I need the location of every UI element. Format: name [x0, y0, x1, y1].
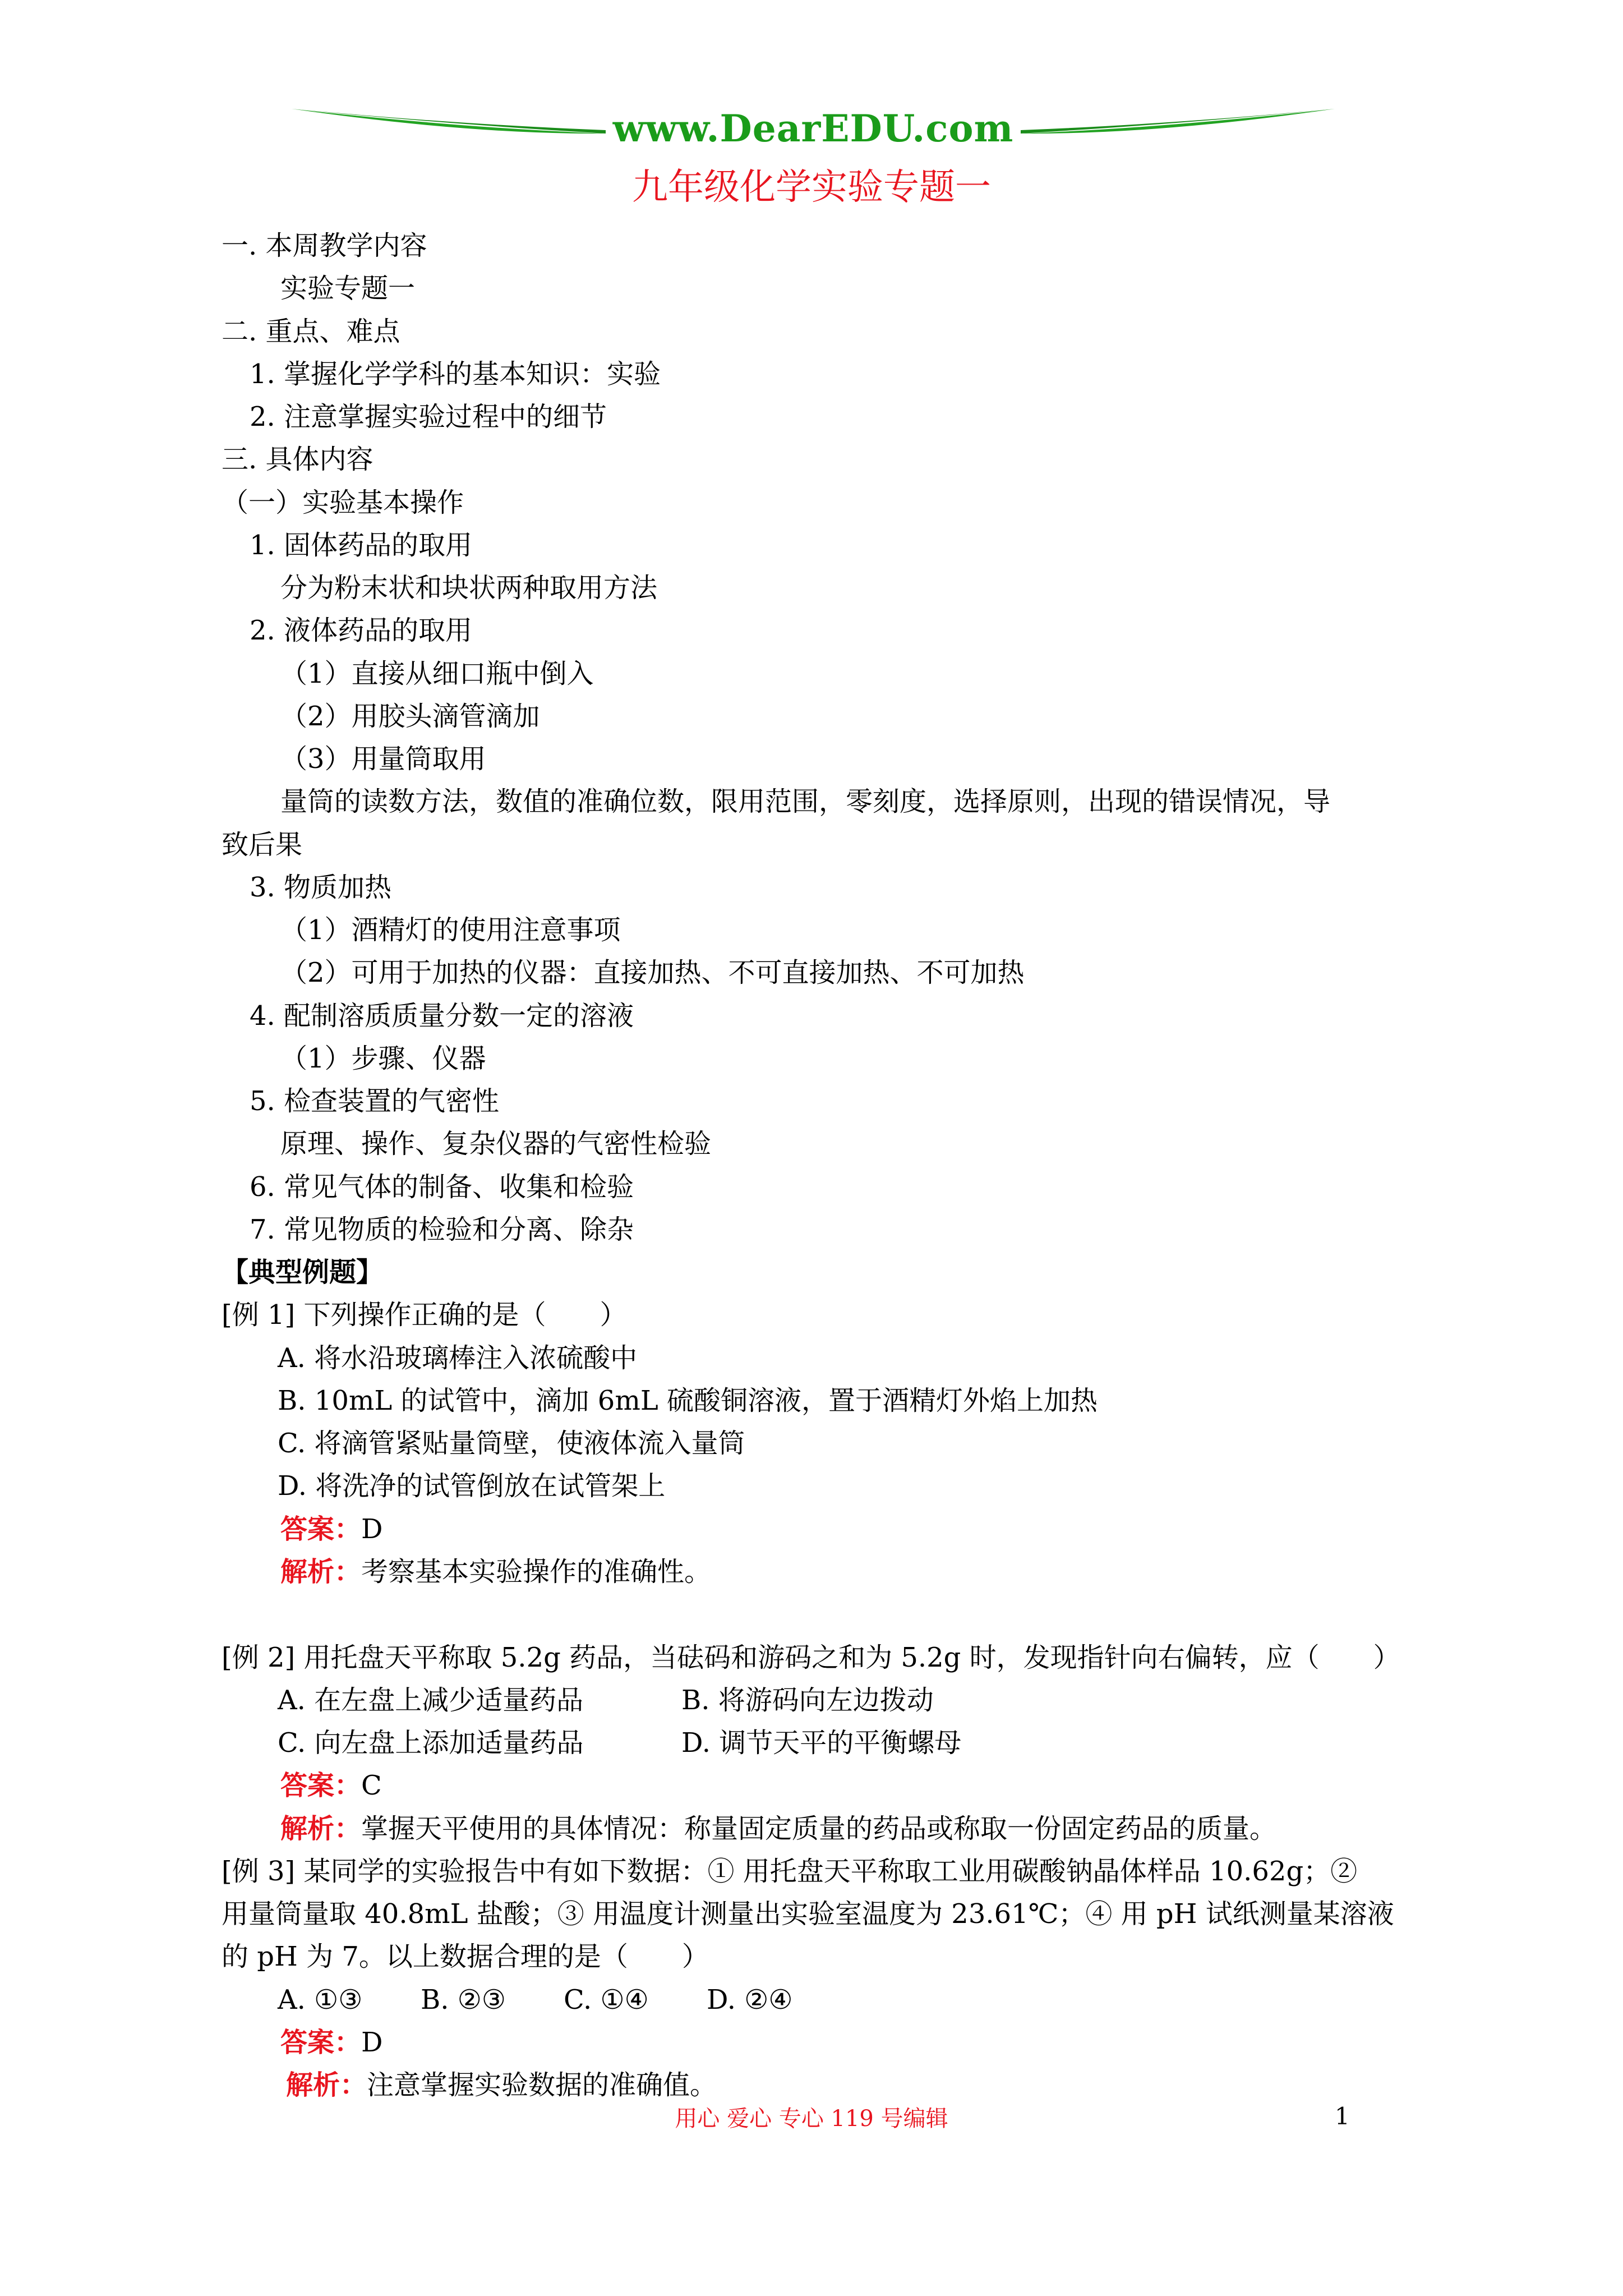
- list-item: 4. 配制溶质质量分数一定的溶液: [250, 1000, 634, 1032]
- text-line: 量筒的读数方法，数值的准确位数，限用范围，零刻度，选择原则，出现的错误情况，导: [280, 786, 1331, 817]
- example-question-cont: 用量筒量取 40.8mL 盐酸；③ 用温度计测量出实验室温度为 23.61℃；④ 用 pH 试纸测量某溶液: [222, 1898, 1394, 1930]
- list-item: 7. 常见物质的检验和分离、除杂: [250, 1214, 634, 1245]
- answer-line: [280, 1512, 383, 1546]
- list-item: （1）直接从细口瓶中倒入: [280, 658, 594, 689]
- answer-label: 答案：: [280, 1770, 362, 1801]
- analysis-text: 掌握天平使用的具体情况：称量固定质量的药品或称取一份固定药品的质量。: [361, 1813, 1277, 1844]
- answer-label: 答案：: [280, 1513, 362, 1545]
- answer-label: 答案：: [280, 2027, 362, 2058]
- section-heading: 二. 重点、难点: [222, 316, 400, 347]
- option-d: D. 将洗净的试管倒放在试管架上: [278, 1470, 666, 1502]
- answer-value: D: [361, 2027, 383, 2058]
- list-item: 1. 固体药品的取用: [250, 530, 473, 561]
- option-a: A. ①③: [278, 1984, 363, 2016]
- option-d: D. 调节天平的平衡螺母: [681, 1727, 962, 1759]
- answer-value: C: [361, 1770, 382, 1801]
- list-item: 6. 常见气体的制备、收集和检验: [250, 1171, 634, 1203]
- option-c: C. 将滴管紧贴量筒壁，使液体流入量筒: [278, 1428, 745, 1459]
- example-question: [例 2] 用托盘天平称取 5.2g 药品，当砝码和游码之和为 5.2g 时，发现指针向右偏转，应（ ）: [222, 1642, 1400, 1673]
- analysis-line: [280, 1812, 1276, 1846]
- option-b: B. ②③: [421, 1984, 506, 2016]
- page-number: 1: [1335, 2102, 1350, 2130]
- answer-value: D: [361, 1513, 383, 1545]
- list-item: 1. 掌握化学学科的基本知识：实验: [250, 358, 661, 390]
- list-item: 2. 液体药品的取用: [250, 615, 473, 646]
- list-item: （2）可用于加热的仪器：直接加热、不可直接加热、不可加热: [280, 957, 1025, 988]
- analysis-text: 注意掌握实验数据的准确值。: [367, 2069, 717, 2101]
- examples-heading: 【典型例题】: [222, 1257, 384, 1288]
- section-heading: 三. 具体内容: [222, 444, 374, 475]
- option-b: B. 将游码向左边拨动: [681, 1685, 934, 1716]
- analysis-label: 解析：: [286, 2069, 367, 2101]
- option-d: D. ②④: [707, 1984, 793, 2016]
- list-item: （3）用量筒取用: [280, 743, 486, 775]
- list-item: 5. 检查装置的气密性: [250, 1085, 500, 1117]
- option-a: A. 在左盘上减少适量药品: [278, 1685, 584, 1716]
- analysis-line: [286, 2068, 717, 2102]
- analysis-label: 解析：: [280, 1813, 362, 1844]
- analysis-line: [280, 1555, 711, 1589]
- text-line: 原理、操作、复杂仪器的气密性检验: [280, 1128, 712, 1159]
- answer-line: [280, 2026, 383, 2059]
- list-item: （1）酒精灯的使用注意事项: [280, 914, 621, 946]
- text-line: 分为粉末状和块状两种取用方法: [280, 572, 658, 604]
- list-item: （1）步骤、仪器: [280, 1043, 486, 1074]
- answer-line: [280, 1769, 382, 1802]
- page-footer: 用心 爱心 专心 119 号编辑: [675, 2106, 948, 2132]
- text-line: 实验专题一: [280, 273, 416, 304]
- example-question: [例 3] 某同学的实验报告中有如下数据：① 用托盘天平称取工业用碳酸钠晶体样品 10.62g；②: [222, 1856, 1358, 1887]
- list-item: （2）用胶头滴管滴加: [280, 701, 540, 732]
- subsection-heading: （一）实验基本操作: [222, 487, 464, 518]
- option-a: A. 将水沿玻璃棒注入浓硫酸中: [278, 1342, 638, 1374]
- text-line: 致后果: [222, 829, 303, 861]
- section-heading: 一. 本周教学内容: [222, 230, 427, 261]
- option-c: C. ①④: [564, 1984, 649, 2016]
- document-title: 九年级化学实验专题一: [632, 167, 991, 208]
- example-question-cont: 的 pH 为 7。以上数据合理的是（ ）: [222, 1941, 709, 1972]
- example-question: [例 1] 下列操作正确的是（ ）: [222, 1299, 627, 1331]
- analysis-label: 解析：: [280, 1556, 362, 1588]
- site-logo[interactable]: www.DearEDU.com: [612, 107, 1014, 150]
- list-item: 3. 物质加热: [250, 872, 392, 903]
- list-item: 2. 注意掌握实验过程中的细节: [250, 401, 607, 432]
- option-c: C. 向左盘上添加适量药品: [278, 1727, 584, 1759]
- analysis-text: 考察基本实验操作的准确性。: [361, 1556, 712, 1588]
- option-b: B. 10mL 的试管中，滴加 6mL 硫酸铜溶液，置于酒精灯外焰上加热: [278, 1385, 1098, 1416]
